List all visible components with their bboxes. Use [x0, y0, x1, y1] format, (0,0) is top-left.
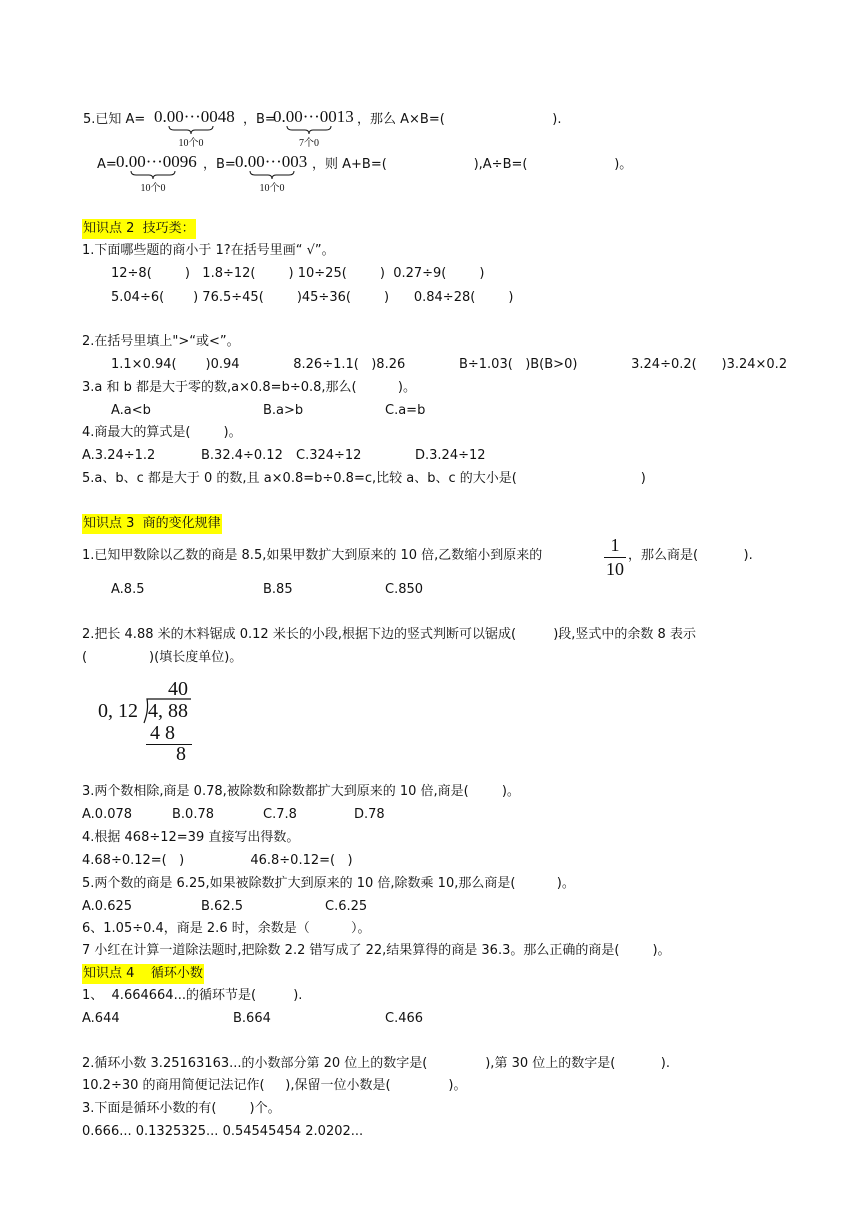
kp2-q4: 4.商最大的算式是( )。: [82, 425, 242, 440]
kp4-q3: 3.下面是循环小数的有( )个。: [82, 1101, 281, 1116]
kp4-q2b: 10.2÷30 的商用简便记法记作( ),保留一位小数是( )。: [82, 1078, 467, 1093]
option-d: D.3.24÷12: [415, 448, 486, 463]
option-b: B.62.5: [201, 899, 243, 914]
q5-line2-prefix: A=: [97, 157, 117, 172]
fraction-denominator: 10: [606, 559, 624, 579]
option-d: D.78: [354, 807, 385, 822]
b2-zero-count: 10个0: [259, 183, 285, 194]
fraction-bar: [604, 557, 626, 558]
kp2-q2-row: 1.1×0.94( )0.94 8.26÷1.1( )8.26 B÷1.03( )B(B>0) 3.24÷0.2( )3.24×0.2: [111, 357, 788, 372]
q5-a-number: 0.00···0048: [154, 107, 235, 126]
division-dividend: 4, 88: [148, 700, 188, 722]
kp2-q5: 5.a、b、c 都是大于 0 的数,且 a×0.8=b÷0.8=c,比较 a、b、c 的大小是( ): [82, 471, 646, 486]
option-b: B.32.4÷0.12: [201, 448, 283, 463]
fraction-one-tenth: [604, 535, 626, 580]
option-b: B.0.78: [172, 807, 214, 822]
a2-zero-count: 10个0: [140, 183, 166, 194]
kp3-q1-tail: ，那么商是( ).: [628, 548, 753, 563]
q5-line1-suffix: ，那么 A×B=( ).: [357, 112, 562, 127]
kp3-q6: 6、1.05÷0.4，商是 2.6 时，余数是（ ）。: [82, 921, 371, 936]
option-a: A.3.24÷1.2: [82, 448, 156, 463]
q5-b2-number: 0.00···003: [235, 152, 308, 171]
option-a: A.0.625: [82, 899, 133, 914]
option-b: B.85: [263, 582, 293, 597]
kp2-heading: 知识点 2 技巧类：: [82, 219, 196, 239]
q5-line1-prefix: 5.已知 A=: [83, 112, 146, 127]
b-zero-count: 7个0: [299, 138, 319, 149]
division-quotient: 40: [168, 678, 188, 700]
kp3-q2-line1: 2.把长 4.88 米的木料锯成 0.12 米长的小段,根据下边的竖式判断可以锯成( )段,竖式中的余数 8 表示: [82, 627, 696, 642]
kp3-q1: 1.已知甲数除以乙数的商是 8.5,如果甲数扩大到原来的 10 倍,乙数缩小到原来的: [82, 548, 543, 563]
kp3-q7: 7 小红在计算一道除法题时,把除数 2.2 错写成了 22,结果算得的商是 36.3。那么正确的商是( )。: [82, 943, 671, 958]
q5-line2-mid: ，B=: [203, 157, 236, 172]
kp3-heading: 知识点 3 商的变化规律: [82, 514, 222, 534]
option-c: C.466: [385, 1011, 424, 1026]
option-c: C.a=b: [385, 403, 426, 418]
division-subtrahend: 4 8: [150, 722, 175, 744]
kp2-q1: 1.下面哪些题的商小于 1?在括号里画“ √”。: [82, 243, 335, 258]
option-c: C.850: [385, 582, 424, 597]
option-a: A.a<b: [111, 403, 151, 418]
q5-b-number: 0.00···0013: [273, 107, 354, 126]
kp2-q3: 3.a 和 b 都是大于零的数,a×0.8=b÷0.8,那么( )。: [82, 380, 416, 395]
a-zero-count: 10个0: [178, 138, 204, 149]
q5-a2-number: 0.00···0096: [116, 152, 197, 171]
kp4-q1: 1、 4.664664...的循环节是( ).: [82, 988, 303, 1003]
kp3-q5: 5.两个数的商是 6.25,如果被除数扩大到原来的 10 倍,除数乘 10,那么商是( )。: [82, 876, 575, 891]
kp3-q3: 3.两个数相除,商是 0.78,被除数和除数都扩大到原来的 10 倍,商是( )。: [82, 784, 520, 799]
option-c: C.6.25: [325, 899, 368, 914]
option-a: A.0.078: [82, 807, 133, 822]
division-remainder: 8: [176, 743, 186, 765]
option-b: B.a>b: [263, 403, 304, 418]
option-a: A.8.5: [111, 582, 145, 597]
kp3-q4: 4.根据 468÷12=39 直接写出得数。: [82, 830, 300, 845]
option-a: A.644: [82, 1011, 120, 1026]
option-c: C.7.8: [263, 807, 297, 822]
q5-line2-suffix: ，则 A+B=( ),A÷B=( )。: [312, 157, 633, 172]
kp4-heading: 知识点 4 循环小数: [82, 964, 204, 984]
kp3-q4-row: 4.68÷0.12=( ) 46.8÷0.12=( ): [82, 853, 353, 868]
kp4-q2: 2.循环小数 3.25163163...的小数部分第 20 位上的数字是( ),第 30 位上的数字是( ).: [82, 1056, 670, 1071]
fraction-numerator: 1: [610, 535, 620, 555]
option-c: C.324÷12: [296, 448, 362, 463]
kp2-q1-row2: 5.04÷6( ) 76.5÷45( )45÷36( ) 0.84÷28( ): [111, 290, 514, 305]
kp2-q2: 2.在括号里填上">“或<”。: [82, 334, 240, 349]
division-divisor: 0, 12: [98, 700, 138, 722]
kp2-q1-row1: 12÷8( ) 1.8÷12( ) 10÷25( ) 0.27÷9( ): [111, 266, 485, 281]
kp4-q3-row: 0.666... 0.1325325... 0.54545454 2.0202...: [82, 1124, 364, 1139]
q5-line1-mid: ，B=: [243, 112, 276, 127]
option-b: B.664: [233, 1011, 271, 1026]
kp3-q2-line2: ( )(填长度单位)。: [82, 650, 243, 665]
